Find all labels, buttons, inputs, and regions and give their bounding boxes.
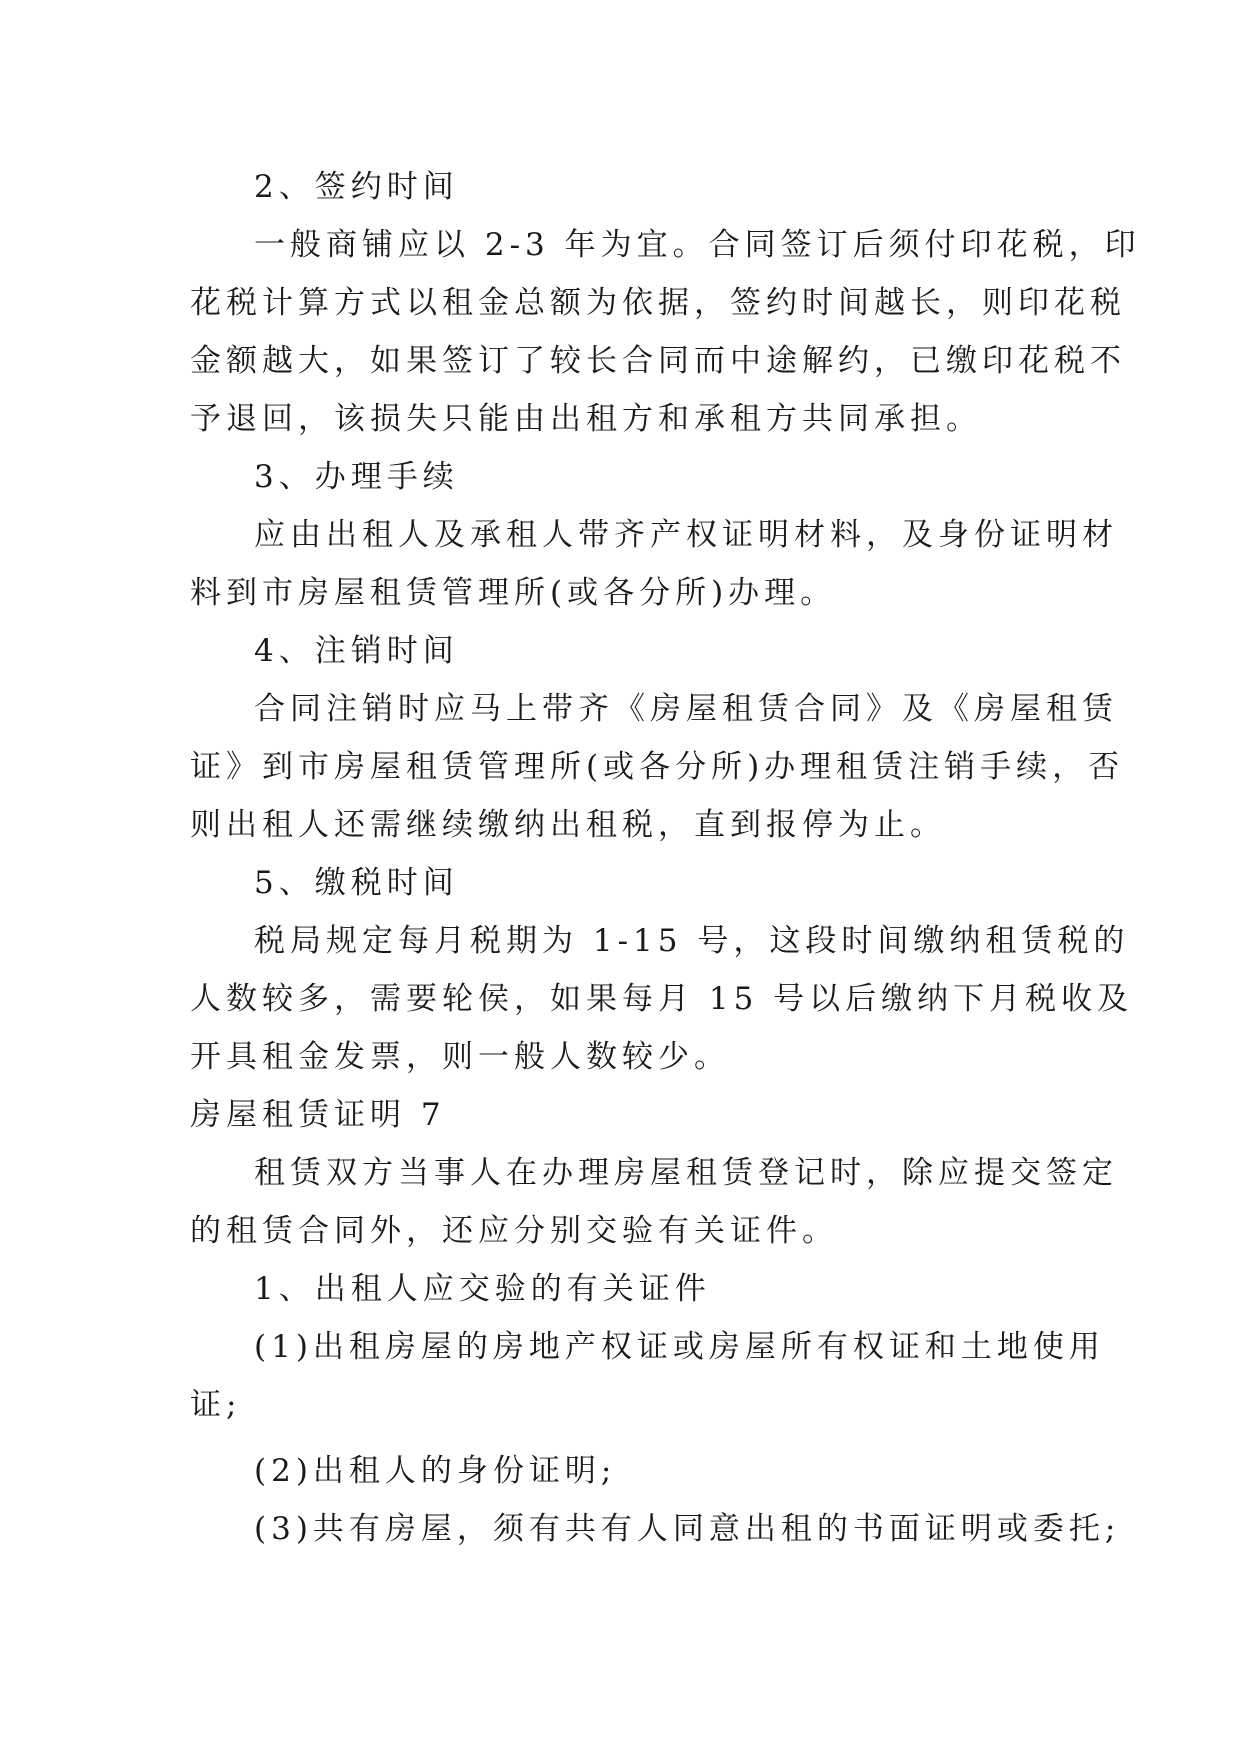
paragraph-line: 证》到市房屋租赁管理所(或各分所)办理租赁注销手续，否 [190,749,1125,785]
section-title: 房屋租赁证明 7 [190,1097,446,1133]
paragraph-line: 人数较多，需要轮侯，如果每月 15 号以后缴纳下月税收及 [190,981,1134,1017]
list-item: (2)出租人的身份证明; [254,1453,617,1489]
list-item-continuation: 证; [190,1387,242,1423]
paragraph-line: 则出租人还需继续缴纳出租税，直到报停为止。 [190,807,946,843]
paragraph-line: 一般商铺应以 2-3 年为宜。合同签订后须付印花税，印 [254,227,1141,263]
heading-cancellation-time: 4、注销时间 [254,633,459,669]
paragraph-line: 花税计算方式以租金总额为依据，签约时间越长，则印花税 [190,285,1126,321]
paragraph-line: 料到市房屋租赁管理所(或各分所)办理。 [190,575,837,611]
heading-procedures: 3、办理手续 [254,459,459,495]
paragraph-line: 应由出租人及承租人带齐产权证明材料，及身份证明材 [254,517,1118,553]
paragraph-line: 租赁双方当事人在办理房屋租赁登记时，除应提交签定 [254,1155,1118,1191]
paragraph-line: 开具租金发票，则一般人数较少。 [190,1039,730,1075]
heading-signing-time: 2、签约时间 [254,169,459,205]
list-item: (3)共有房屋，须有共有人同意出租的书面证明或委托; [254,1511,1121,1547]
paragraph-line: 的租赁合同外，还应分别交验有关证件。 [190,1213,838,1249]
heading-tax-payment-time: 5、缴税时间 [254,865,459,901]
heading-lessor-documents: 1、出租人应交验的有关证件 [254,1271,711,1307]
paragraph-line: 予退回，该损失只能由出租方和承租方共同承担。 [190,401,982,437]
document-body [190,158,1141,1558]
paragraph-line: 金额越大，如果签订了较长合同而中途解约，已缴印花税不 [190,343,1126,379]
list-item: (1)出租房屋的房地产权证或房屋所有权证和土地使用 [254,1329,1105,1365]
paragraph-line: 税局规定每月税期为 1-15 号，这段时间缴纳租赁税的 [254,923,1130,959]
paragraph-line: 合同注销时应马上带齐《房屋租赁合同》及《房屋租赁 [254,691,1118,727]
